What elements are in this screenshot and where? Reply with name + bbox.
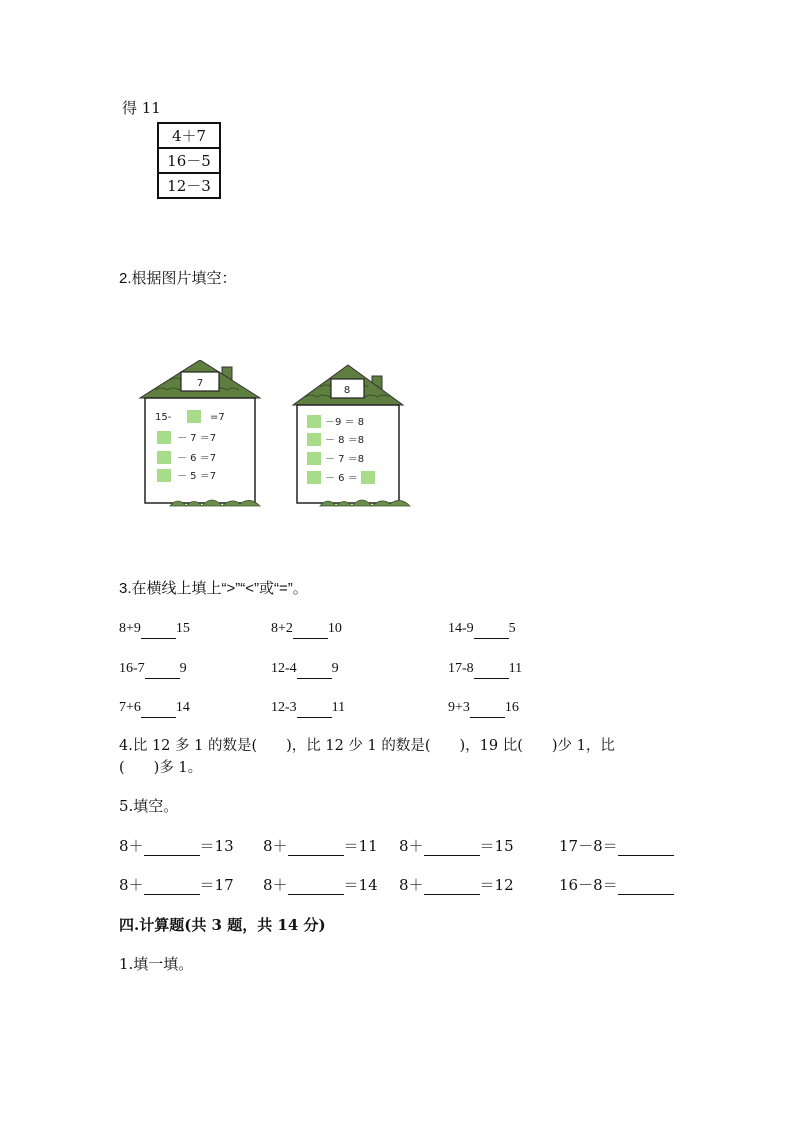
fill-item: 8＋ ＝11: [263, 837, 378, 855]
answer-blank[interactable]: [141, 620, 176, 639]
blank-box: [157, 431, 171, 444]
expression-cell: 4＋7: [158, 123, 220, 148]
q4-line2: ( )多 1。: [119, 760, 203, 776]
blank-box: [307, 471, 321, 484]
answer-blank[interactable]: [293, 620, 328, 639]
house-row: － 5 ＝7: [177, 471, 217, 482]
answer-blank[interactable]: [145, 660, 180, 679]
house-row: － 8 ＝8: [325, 435, 365, 446]
compare-item: 9+3 16: [448, 699, 519, 718]
fill-item: 8＋ ＝12: [399, 876, 514, 894]
fill-item: 8＋ ＝15: [399, 837, 514, 855]
house-number: 7: [196, 378, 204, 389]
fill-item: 8＋ ＝13: [119, 837, 234, 855]
q1-header: 得 11: [122, 99, 161, 117]
house-row: 15-: [155, 412, 172, 423]
answer-blank[interactable]: [288, 837, 344, 856]
fill-item: 17－8＝: [559, 837, 674, 856]
fill-item: 8＋ ＝14: [263, 876, 378, 894]
compare-item: 7+6 14: [119, 699, 190, 718]
compare-item: 16-7 9: [119, 660, 187, 679]
section4-q1: 1.填一填。: [119, 955, 194, 973]
q2-title: 2.根据图片填空：: [119, 270, 237, 287]
answer-blank[interactable]: [470, 699, 505, 718]
house-8: [293, 365, 410, 506]
house-row: － 7 ＝8: [325, 454, 365, 465]
house-row: － 6 ＝: [325, 473, 358, 484]
house-number: 8: [343, 385, 351, 396]
answer-blank[interactable]: [424, 876, 480, 895]
answer-blank[interactable]: [297, 699, 332, 718]
compare-item: 12-4 9: [271, 660, 339, 679]
compare-item: 14-9 5: [448, 620, 516, 639]
fill-item: 8＋ ＝17: [119, 876, 234, 894]
fill-item: 16－8＝: [559, 876, 674, 895]
answer-blank[interactable]: [474, 620, 509, 639]
house-row: －9 ＝ 8: [325, 417, 365, 428]
section-title: 四.计算题(共 3 题，共 14 分): [119, 916, 326, 934]
blank-box: [307, 452, 321, 465]
answer-blank[interactable]: [288, 876, 344, 895]
house-illustration: [135, 360, 420, 515]
answer-blank[interactable]: [618, 876, 674, 895]
answer-blank[interactable]: [141, 699, 176, 718]
answer-blank[interactable]: [618, 837, 674, 856]
answer-blank[interactable]: [424, 837, 480, 856]
answer-blank[interactable]: [474, 660, 509, 679]
blank-box: [307, 415, 321, 428]
q5-title: 5.填空。: [119, 797, 179, 815]
house-row: =7: [210, 412, 225, 423]
compare-item: 8+2 10: [271, 620, 342, 639]
blank-box: [307, 433, 321, 446]
blank-box: [157, 451, 171, 464]
q3-title: 3.在横线上填上“>”“<”或“=”。: [119, 580, 308, 597]
answer-blank[interactable]: [144, 837, 200, 856]
compare-item: 8+9 15: [119, 620, 190, 639]
house-7: [140, 360, 260, 506]
expression-cell: 12－3: [158, 173, 220, 198]
answer-blank[interactable]: [297, 660, 332, 679]
compare-item: 17-8 11: [448, 660, 522, 679]
expression-cell: 16－5: [158, 148, 220, 173]
expression-table: [157, 122, 221, 199]
house-row: － 7 ＝7: [177, 433, 217, 444]
answer-blank[interactable]: [144, 876, 200, 895]
compare-item: 12-3 11: [271, 699, 345, 718]
blank-box: [187, 410, 201, 423]
blank-box: [157, 469, 171, 482]
blank-box: [361, 471, 375, 484]
q4-line1: 4.比 12 多 1 的数是( )，比 12 少 1 的数是( )，19 比( )少 1，比: [119, 738, 615, 754]
house-row: － 6 ＝7: [177, 453, 217, 464]
